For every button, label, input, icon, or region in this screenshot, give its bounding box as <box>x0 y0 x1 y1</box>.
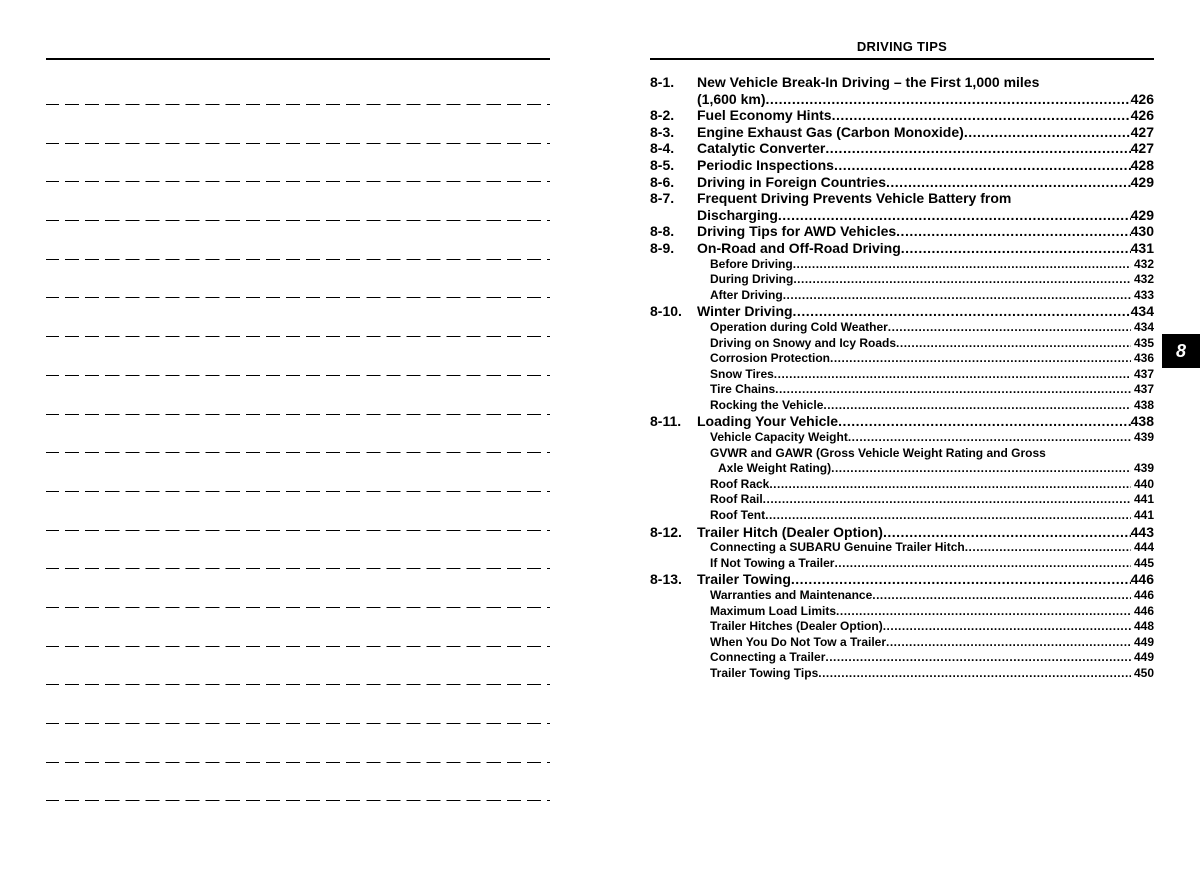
toc-page-number: 449 <box>1133 634 1154 649</box>
toc-entry-text: Connecting a Trailer <box>710 650 826 665</box>
toc-page-number: 444 <box>1133 540 1154 555</box>
toc-page-number: 445 <box>1133 555 1154 570</box>
dot-leader <box>793 272 1131 288</box>
dot-leader <box>883 619 1131 635</box>
note-line <box>46 336 550 337</box>
toc-page-number: 430 <box>1130 223 1154 240</box>
dot-leader <box>825 650 1131 666</box>
toc-entry-text: Driving Tips for AWD Vehicles <box>697 223 897 240</box>
toc-entry-text: Trailer Towing Tips <box>710 665 819 680</box>
toc-subsection[interactable] <box>650 477 1154 493</box>
dot-leader <box>791 571 1131 588</box>
toc-page-number: 434 <box>1133 319 1154 334</box>
toc-page-number: 446 <box>1133 603 1154 618</box>
toc-entry-text: Engine Exhaust Gas (Carbon Monoxide) <box>697 123 964 140</box>
table-of-contents <box>650 74 1154 682</box>
toc-section-number: 8-4. <box>650 140 675 157</box>
toc-page-number: 435 <box>1133 335 1154 350</box>
toc-section[interactable] <box>650 124 1154 141</box>
toc-section[interactable] <box>650 303 1154 320</box>
toc-entry-text: Fuel Economy Hints <box>697 107 832 124</box>
toc-page-number: 432 <box>1133 256 1154 271</box>
toc-section[interactable] <box>650 157 1154 174</box>
toc-page-number: 448 <box>1133 619 1154 634</box>
toc-subsection[interactable] <box>650 351 1154 367</box>
toc-subsection[interactable] <box>650 650 1154 666</box>
note-line <box>46 530 550 531</box>
toc-entry-text: (1,600 km) <box>697 90 766 107</box>
toc-subsection[interactable] <box>650 382 1154 398</box>
dot-leader <box>965 540 1131 556</box>
toc-entry-text: Warranties and Maintenance <box>710 588 873 602</box>
toc-entry-text: Loading Your Vehicle <box>697 413 839 430</box>
toc-subsection[interactable] <box>650 320 1154 336</box>
dot-leader <box>836 604 1131 620</box>
note-line <box>46 143 550 144</box>
toc-section[interactable] <box>650 174 1154 191</box>
dot-leader <box>964 124 1131 141</box>
toc-section-number: 8-2. <box>650 107 675 124</box>
toc-entry-text: Driving on Snowy and Icy Roads <box>710 335 897 350</box>
note-line <box>46 762 550 763</box>
toc-subsection[interactable] <box>650 588 1154 604</box>
chapter-tab[interactable]: 8 <box>1162 334 1200 368</box>
toc-page-number: 428 <box>1130 156 1154 173</box>
toc-section-number: 8-13. <box>650 571 682 588</box>
toc-section-number: 8-1. <box>650 74 675 90</box>
dot-leader <box>774 367 1131 383</box>
dot-leader <box>830 351 1131 367</box>
note-line <box>46 259 550 260</box>
toc-subsection[interactable] <box>650 367 1154 383</box>
toc-section[interactable] <box>650 571 1154 588</box>
toc-entry-text: Trailer Hitch (Dealer Option) <box>697 523 883 540</box>
toc-section-number: 8-8. <box>650 223 675 240</box>
toc-section[interactable] <box>650 223 1154 240</box>
dot-leader <box>823 398 1131 414</box>
toc-page-number: 446 <box>1133 588 1154 602</box>
dot-leader <box>832 107 1131 124</box>
toc-section[interactable] <box>650 413 1154 430</box>
toc-entry-text: Trailer Hitches (Dealer Option) <box>710 619 883 634</box>
toc-page-number: 439 <box>1133 430 1154 445</box>
toc-subsection[interactable] <box>650 446 1154 477</box>
toc-page-number: 426 <box>1130 90 1154 107</box>
note-line <box>46 646 550 647</box>
toc-page-number: 438 <box>1130 413 1154 430</box>
toc-entry-text: Tire Chains <box>710 382 776 397</box>
notes-top-rule <box>46 58 550 60</box>
toc-subsection[interactable] <box>650 540 1154 556</box>
toc-subsection[interactable] <box>650 430 1154 446</box>
toc-entry-text: On-Road and Off-Road Driving <box>697 239 901 256</box>
toc-page-number: 437 <box>1133 382 1154 397</box>
toc-subsection[interactable] <box>650 492 1154 508</box>
toc-entry-text: New Vehicle Break-In Driving – the First 1,000 miles <box>697 74 1040 90</box>
note-line <box>46 452 550 453</box>
toc-subsection[interactable] <box>650 508 1154 524</box>
note-line <box>46 220 550 221</box>
toc-entry-text: Vehicle Capacity Weight <box>710 430 848 445</box>
title-rule <box>650 58 1154 60</box>
toc-page-number: 436 <box>1133 351 1154 366</box>
toc-page-number: 446 <box>1130 571 1154 588</box>
page-title: DRIVING TIPS <box>856 39 948 54</box>
toc-page-number: 437 <box>1133 366 1154 381</box>
toc-entry-text: Periodic Inspections <box>697 156 834 173</box>
note-line <box>46 800 550 801</box>
toc-page-number: 431 <box>1130 239 1154 256</box>
dot-leader <box>886 174 1131 191</box>
note-line <box>46 181 550 182</box>
dot-leader <box>834 556 1131 572</box>
toc-section-number: 8-11. <box>650 413 682 430</box>
toc-page-number: 432 <box>1133 272 1154 287</box>
toc-entry-text: Corrosion Protection <box>710 351 831 366</box>
toc-page-number: 443 <box>1130 523 1154 540</box>
toc-section-number: 8-9. <box>650 239 675 256</box>
toc-page-number: 449 <box>1133 650 1154 665</box>
toc-section-number: 8-12. <box>650 523 682 540</box>
toc-page-number: 441 <box>1133 492 1154 507</box>
toc-entry-text: When You Do Not Tow a Trailer <box>710 634 887 649</box>
note-line <box>46 297 550 298</box>
dot-leader <box>793 303 1131 320</box>
dot-leader <box>901 240 1131 257</box>
toc-page-number: 441 <box>1133 508 1154 523</box>
toc-entry-text: Discharging <box>697 206 778 223</box>
toc-section-number: 8-3. <box>650 123 675 140</box>
note-line <box>46 607 550 608</box>
dot-leader <box>896 336 1131 352</box>
toc-subsection[interactable] <box>650 288 1154 304</box>
toc-entry-text: Winter Driving <box>697 303 793 320</box>
toc-subsection[interactable] <box>650 336 1154 352</box>
dot-leader <box>848 430 1131 446</box>
dot-leader <box>763 492 1131 508</box>
dot-leader <box>783 288 1131 304</box>
dot-leader <box>775 382 1131 398</box>
toc-section[interactable] <box>650 190 1154 223</box>
toc-subsection[interactable] <box>650 619 1154 635</box>
toc-page-number: 429 <box>1130 173 1154 190</box>
toc-entry-text: GVWR and GAWR (Gross Vehicle Weight Rating and Gross <box>710 445 1046 460</box>
toc-page-number: 426 <box>1130 107 1154 124</box>
toc-subsection[interactable] <box>650 635 1154 651</box>
toc-entry-text: Maximum Load Limits <box>710 603 837 618</box>
toc-section[interactable] <box>650 524 1154 541</box>
dot-leader <box>818 666 1131 682</box>
toc-section[interactable] <box>650 74 1154 107</box>
toc-page-number: 450 <box>1133 665 1154 680</box>
toc-entry-text: After Driving <box>710 287 783 302</box>
toc-subsection[interactable] <box>650 272 1154 288</box>
dot-leader <box>769 477 1131 493</box>
dot-leader <box>838 413 1131 430</box>
dot-leader <box>825 140 1130 157</box>
toc-entry-text: Driving in Foreign Countries <box>697 173 887 190</box>
note-line <box>46 375 550 376</box>
dot-leader <box>896 223 1130 240</box>
dot-leader <box>886 635 1131 651</box>
toc-section-number: 8-10. <box>650 303 682 320</box>
dot-leader <box>872 588 1131 604</box>
note-lines <box>46 104 550 839</box>
toc-entry-text: Roof Rack <box>710 476 770 491</box>
toc-section-number: 8-5. <box>650 156 675 173</box>
note-line <box>46 684 550 685</box>
toc-page-number: 433 <box>1133 287 1154 302</box>
dot-leader <box>765 508 1131 524</box>
toc-section[interactable] <box>650 140 1154 157</box>
toc-subsection[interactable] <box>650 556 1154 572</box>
toc-subsection[interactable] <box>650 257 1154 273</box>
toc-entry-text: Axle Weight Rating) <box>718 461 832 476</box>
toc-page-number: 434 <box>1130 303 1154 320</box>
toc-entry-text: Roof Tent <box>710 508 766 523</box>
toc-entry-text: Snow Tires <box>710 366 774 381</box>
notes-page <box>46 58 550 60</box>
toc-entry-text: Rocking the Vehicle <box>710 397 824 412</box>
toc-subsection[interactable] <box>650 666 1154 682</box>
note-line <box>46 414 550 415</box>
dot-leader <box>778 207 1131 224</box>
toc-entry-text: During Driving <box>710 272 794 287</box>
toc-entry-text: Frequent Driving Prevents Vehicle Battery from <box>697 190 1012 207</box>
dot-leader <box>834 157 1131 174</box>
toc-subsection[interactable] <box>650 398 1154 414</box>
toc-section-number: 8-6. <box>650 173 675 190</box>
toc-page-number: 439 <box>1133 461 1154 476</box>
toc-entry-text: If Not Towing a Trailer <box>710 555 835 570</box>
toc-entry-text: Catalytic Converter <box>697 140 826 157</box>
toc-page-number: 427 <box>1130 140 1154 157</box>
toc-page-number: 438 <box>1133 397 1154 412</box>
toc-entry-text: Operation during Cold Weather <box>710 319 888 334</box>
toc-entry-text: Connecting a SUBARU Genuine Trailer Hitch <box>710 540 965 555</box>
note-line <box>46 104 550 105</box>
toc-entry-text: Before Driving <box>710 256 793 271</box>
toc-page <box>650 36 1154 682</box>
note-line <box>46 491 550 492</box>
dot-leader <box>888 320 1131 336</box>
note-line <box>46 723 550 724</box>
toc-page-number: 427 <box>1130 123 1154 140</box>
toc-entry-text: Trailer Towing <box>697 571 791 588</box>
dot-leader <box>831 461 1131 477</box>
toc-page-number: 429 <box>1130 206 1154 223</box>
dot-leader <box>793 257 1131 273</box>
dot-leader <box>883 524 1131 541</box>
toc-section-number: 8-7. <box>650 190 675 207</box>
toc-section[interactable] <box>650 240 1154 257</box>
dot-leader <box>765 91 1130 108</box>
toc-page-number: 440 <box>1133 476 1154 491</box>
toc-subsection[interactable] <box>650 604 1154 620</box>
toc-entry-text: Roof Rail <box>710 492 763 507</box>
note-line <box>46 568 550 569</box>
toc-section[interactable] <box>650 107 1154 124</box>
